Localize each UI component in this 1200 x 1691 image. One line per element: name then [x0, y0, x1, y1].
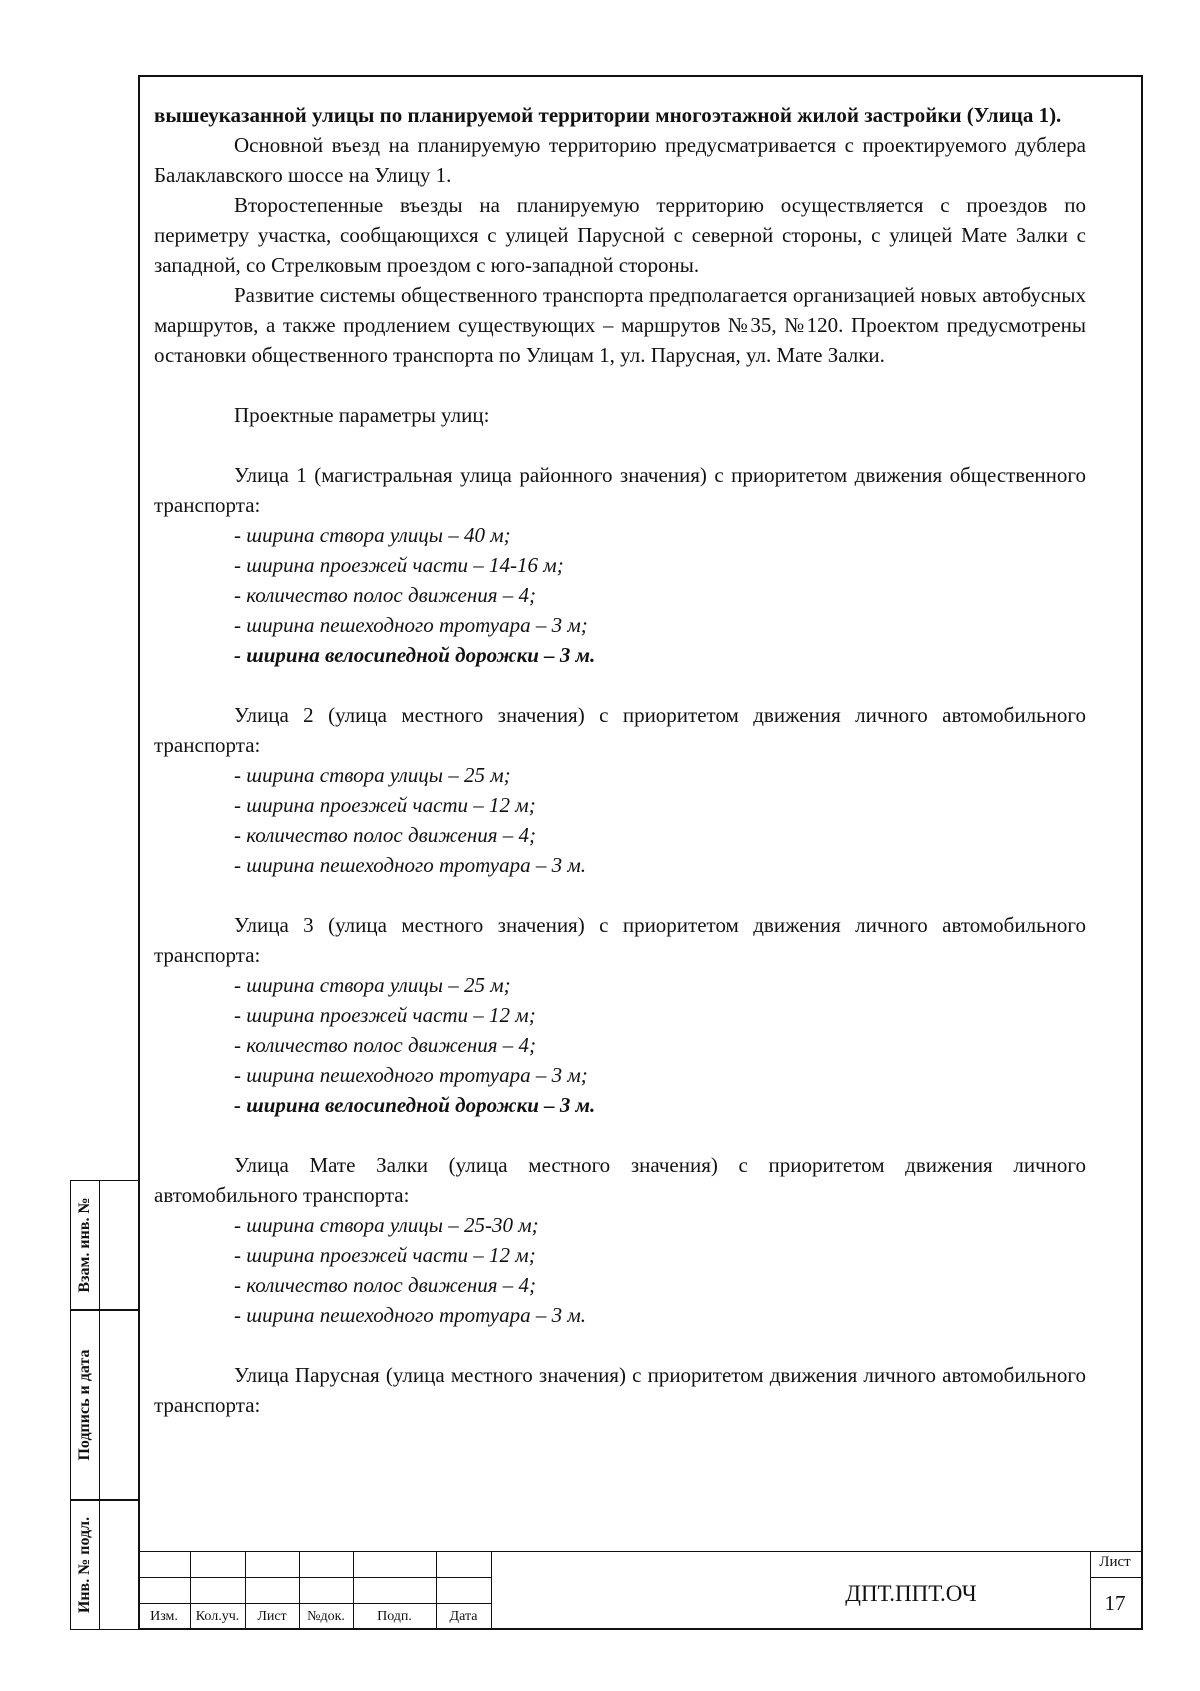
stamp-label: Инв. № подл. [76, 1516, 93, 1614]
list-item: - ширина пешеходного тротуара – 3 м. [234, 1303, 587, 1327]
col-list: Лист [257, 1609, 287, 1624]
paragraph: вышеуказанной улицы по планируемой территории многоэтажной жилой застройки (Улица 1). [154, 103, 1062, 127]
col-ndok: №док. [307, 1609, 345, 1624]
street-section [154, 460, 1086, 670]
document-body [154, 100, 1086, 1420]
stamp-label: Подпись и дата [76, 1349, 93, 1461]
list-item: - ширина проезжей части – 14-16 м; [234, 553, 564, 577]
list-item: - ширина створа улицы – 25 м; [234, 973, 511, 997]
street-title: Улица 3 (улица местного значения) с приоритетом движения личного автомобильного транспорта: [154, 913, 1086, 967]
list-item: - ширина пешеходного тротуара – 3 м; [234, 613, 588, 637]
list-item: - ширина пешеходного тротуара – 3 м. [234, 853, 587, 877]
list-item: - ширина створа улицы – 25 м; [234, 763, 511, 787]
street-section [154, 1360, 1086, 1420]
title-block [138, 1551, 1143, 1630]
paragraph: Второстепенные въезды на планируемую территорию осуществляется с проездов по периметру участка, сообщающихся с улицей Парусной с северной стороны, с улицей Мате Залки с западной, со Стрелковым проездом с юго-западной стороны. [154, 193, 1086, 277]
col-podp: Подп. [377, 1609, 412, 1624]
street-title: Улица Мате Залки (улица местного значения) с приоритетом движения личного автомобильного транспорта: [154, 1153, 1086, 1207]
list-item: - количество полос движения – 4; [234, 1033, 536, 1057]
street-section [154, 700, 1086, 880]
stamp-label: Взам. инв. № [76, 1197, 93, 1293]
col-izm: Изм. [150, 1609, 178, 1624]
street-title: Улица 1 (магистральная улица районного значения) с приоритетом движения общественного транспорта: [154, 463, 1086, 517]
list-item: - количество полос движения – 4; [234, 1273, 536, 1297]
list-item: - количество полос движения – 4; [234, 823, 536, 847]
list-item: - ширина велосипедной дорожки – 3 м. [234, 1093, 596, 1117]
col-data: Дата [449, 1609, 478, 1624]
paragraph: Развитие системы общественного транспорта предполагается организацией новых автобусных маршрутов, а также продлением существующих – маршрутов №35, №120. Проектом предусмотрены остановки общественного транспорта по Улицам 1, ул. Парусная, ул. Мате Залки. [154, 283, 1086, 367]
street-title: Улица 2 (улица местного значения) с приоритетом движения личного автомобильного транспорта: [154, 703, 1086, 757]
list-item: - количество полос движения – 4; [234, 583, 536, 607]
sheet-number: 17 [1104, 1591, 1126, 1615]
list-item: - ширина пешеходного тротуара – 3 м; [234, 1063, 588, 1087]
paragraph: Основной въезд на планируемую территорию предусматривается с проектируемого дублера Балаклавского шоссе на Улицу 1. [154, 133, 1086, 187]
sheet-label: Лист [1099, 1554, 1131, 1570]
list-item: - ширина проезжей части – 12 м; [234, 793, 536, 817]
street-section [154, 1150, 1086, 1330]
street-section [154, 910, 1086, 1120]
col-kol-uch: Кол.уч. [195, 1609, 240, 1624]
stamp-podpis-data [70, 1310, 138, 1500]
stamp-vzam-inv [70, 1180, 138, 1310]
section-heading: Проектные параметры улиц: [234, 403, 490, 427]
street-title: Улица Парусная (улица местного значения) с приоритетом движения личного автомобильного транспорта: [154, 1363, 1086, 1417]
list-item: - ширина створа улицы – 40 м; [234, 523, 511, 547]
list-item: - ширина створа улицы – 25-30 м; [234, 1213, 539, 1237]
document-code: ДПТ.ППТ.ОЧ [845, 1581, 977, 1606]
list-item: - ширина велосипедной дорожки – 3 м. [234, 643, 596, 667]
list-item: - ширина проезжей части – 12 м; [234, 1003, 536, 1027]
stamp-inv-podl [70, 1500, 138, 1630]
list-item: - ширина проезжей части – 12 м; [234, 1243, 536, 1267]
